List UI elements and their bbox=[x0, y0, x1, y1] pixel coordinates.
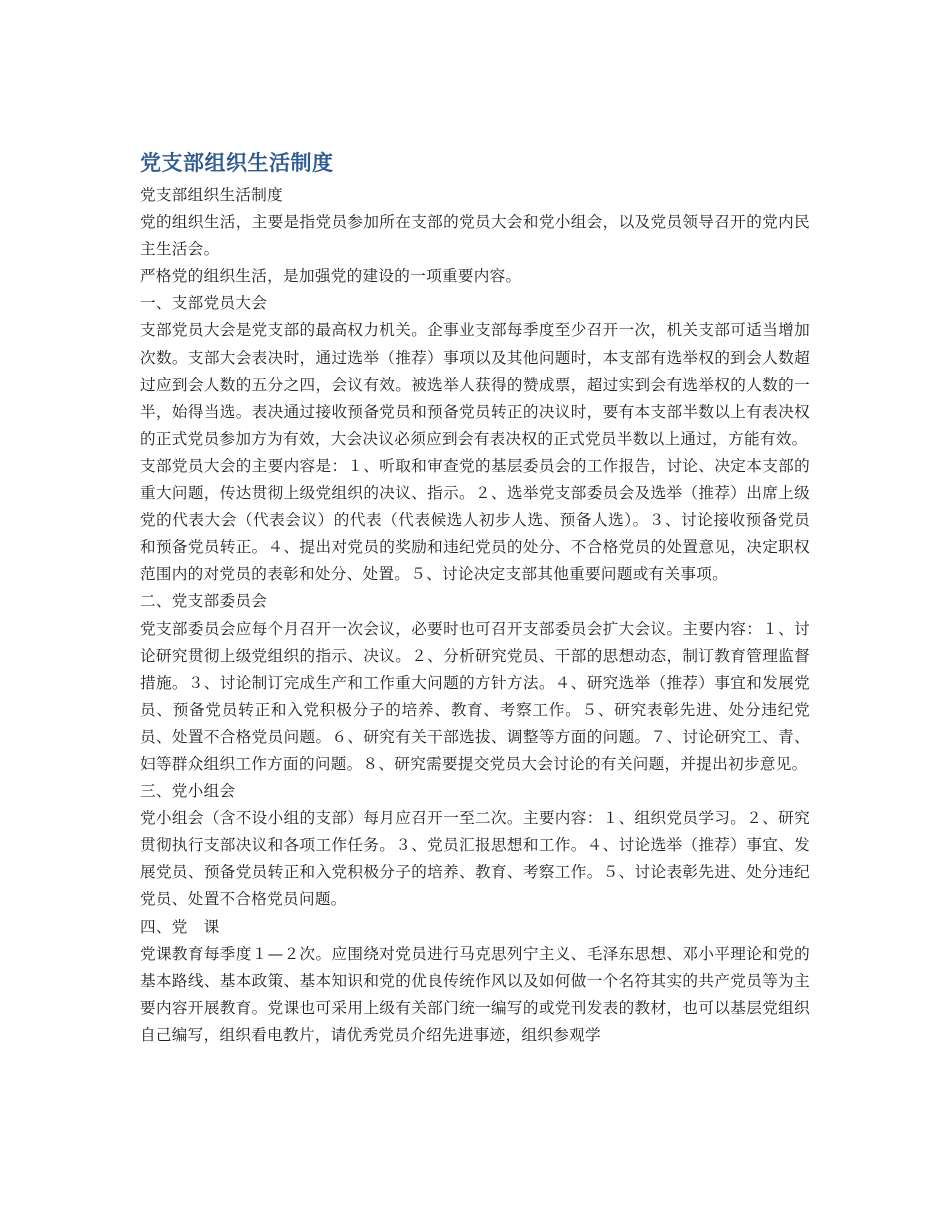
paragraph-importance: 严格党的组织生活，是加强党的建设的一项重要内容。 bbox=[140, 267, 522, 286]
paragraph-party-lecture: 党课教育每季度１—２次。应围绕对党员进行马克思列宁主义、毛泽东思想、邓小平理论和党的基本路线、基本政策、基本知识和党的优良传统作风以及如何做一个名符其实的共产党员等为主要内容开展教育。党课也可采用上级有关部门统一编写的或党刊发表的教材，也可以基层党组织自己编写，组织看电教片，请优秀党员介绍先进事迹，组织参观学 bbox=[140, 944, 810, 1044]
paragraph-intro: 党的组织生活，主要是指党员参加所在支部的党员大会和党小组会，以及党员领导召开的党内民主生活会。 bbox=[140, 213, 810, 259]
paragraph-branch-committee: 党支部委员会应每个月召开一次会议，必要时也可召开支部委员会扩大会议。主要内容：１、讨论研究贯彻上级党组织的指示、决议。２、分析研究党员、干部的思想动态，制订教育管理监督措施。３、讨论制订完成生产和工作重大问题的方针方法。４、研究选举（推荐）事宜和发展党员、预备党员转正和入党积极分子的培养、教育、考察工作。５、研究表彰先进、处分违纪党员、处置不合格党员问题。６、研究有关干部选拔、调整等方面的问题。７、讨论研究工、青、妇等群众组织工作方面的问题。８、研究需要提交党员大会讨论的有关问题，并提出初步意见。 bbox=[140, 619, 810, 773]
paragraph-member-meeting-rules: 支部党员大会是党支部的最高权力机关。企事业支部每季度至少召开一次，机关支部可适当增加次数。支部大会表决时，通过选举（推荐）事项以及其他问题时，本支部有选举权的到会人数超过应到会人数的五分之四，会议有效。被选举人获得的赞成票，超过实到会有选举权的人数的一半，始得当选。表决通过接收预备党员和预备党员转正的决议时，要有本支部半数以上有表决权的正式党员参加方为有效，大会决议必须应到会有表决权的正式党员半数以上通过，方能有效。 bbox=[140, 321, 810, 448]
paragraph-member-meeting-content: 支部党员大会的主要内容是：１、听取和审查党的基层委员会的工作报告，讨论、决定本支部的重大问题，传达贯彻上级党组织的决议、指示。２、选举党支部委员会及选举（推荐）出席上级党的代表大会（代表会议）的代表（代表候选人初步人选、预备人选）。３、讨论接收预备党员和预备党员转正。４、提出对党员的奖励和违纪党员的处分、不合格党员的处置意见，决定职权范围内的对党员的表彰和处分、处置。５、讨论决定支部其他重要问题或有关事项。 bbox=[140, 456, 810, 584]
section-heading-party-lecture: 四、党 课 bbox=[140, 917, 220, 936]
paragraph-subtitle: 党支部组织生活制度 bbox=[140, 186, 284, 204]
document-body bbox=[140, 149, 810, 1049]
document-title: 党支部组织生活制度 bbox=[140, 151, 334, 175]
section-heading-party-member-meeting: 一、支部党员大会 bbox=[140, 294, 268, 313]
paragraph-party-group-meeting: 党小组会（含不设小组的支部）每月应召开一至二次。主要内容：１、组织党员学习。２、研究贯彻执行支部决议和各项工作任务。３、党员汇报思想和工作。４、讨论选举（推荐）事宜、发展党员、预备党员转正和入党积极分子的培养、教育、考察工作。５、讨论表彰先进、处分违纪党员、处置不合格党员问题。 bbox=[140, 809, 810, 909]
section-heading-party-group-meeting: 三、党小组会 bbox=[140, 782, 236, 801]
section-heading-branch-committee: 二、党支部委员会 bbox=[140, 592, 268, 611]
